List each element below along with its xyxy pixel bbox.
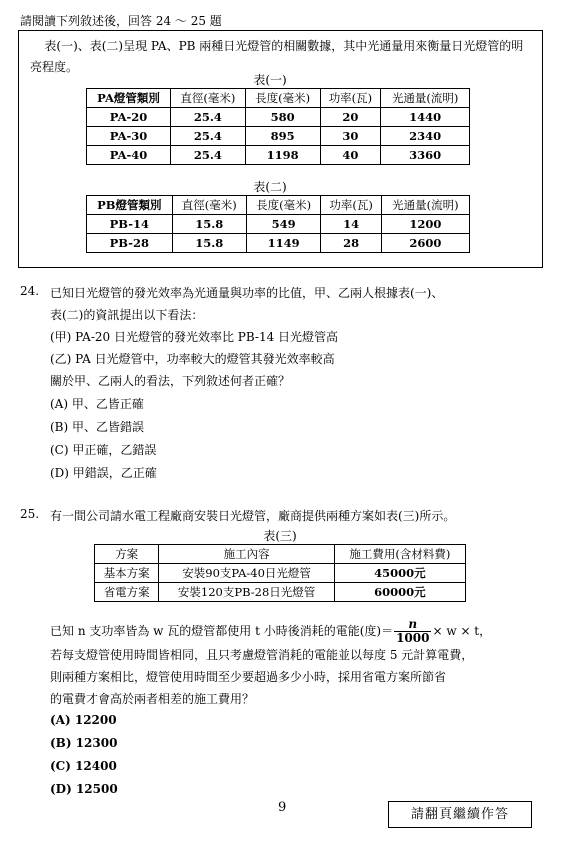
- q25-body-line1: 若每支燈管使用時間皆相同，且只考慮燈管消耗的電能並以每度 5 元計算電費，: [50, 648, 474, 662]
- q25-body-line2: 則兩種方案相比，燈管使用時間至少要超過多少小時，採用省電方案所節省: [50, 670, 447, 684]
- table-cell: 28: [321, 234, 382, 253]
- table-cell: 25.4: [171, 146, 246, 165]
- table2-header: 光通量(流明): [381, 196, 469, 215]
- table-cell: PA-40: [87, 146, 171, 165]
- table2-header-row: [87, 196, 470, 215]
- table-cell: 1200: [381, 215, 469, 234]
- table2: [86, 195, 470, 253]
- q25-formula-lead: 已知 n 支功率皆為 w 瓦的燈管都使用 t 小時後消耗的電能(度)＝: [50, 624, 394, 638]
- table-cell: 25.4: [171, 127, 246, 146]
- table-cell: 安裝120支PB-28日光燈管: [159, 583, 334, 602]
- table-cell: 60000元: [334, 583, 465, 602]
- table-cell: PA-20: [87, 108, 171, 127]
- passage-text: 表(一)、表(二)呈現 PA、PB 兩種日光燈管的相關數據，其中光通量用來衡量日光燈管的明亮程度。: [30, 39, 524, 74]
- table-cell: PB-14: [87, 215, 173, 234]
- q24-option-b[interactable]: (B) 甲、乙皆錯誤: [50, 420, 144, 434]
- table-row: [87, 234, 470, 253]
- table-cell: 2600: [381, 234, 469, 253]
- table-cell: 1440: [381, 108, 470, 127]
- q25-option-a[interactable]: (A) 12200: [50, 713, 117, 727]
- q24-opinion-a: (甲) PA-20 日光燈管的發光效率比 PB-14 日光燈管高: [50, 330, 339, 344]
- table3: [94, 544, 466, 602]
- q25-option-d[interactable]: (D) 12500: [50, 782, 118, 796]
- table-cell: 25.4: [171, 108, 246, 127]
- table1: [86, 88, 470, 165]
- table1-header: 長度(毫米): [245, 89, 320, 108]
- reading-instruction: 請閱讀下列敘述後，回答 24 ～ 25 題: [20, 14, 222, 28]
- table-row: [95, 583, 466, 602]
- table-cell: PA-30: [87, 127, 171, 146]
- q25-formula-line: [50, 618, 491, 645]
- table-row: [87, 215, 470, 234]
- q25-stem: 有一間公司請水電工程廠商安裝日光燈管，廠商提供兩種方案如表(三)所示。: [50, 509, 456, 523]
- q24-option-c[interactable]: (C) 甲正確，乙錯誤: [50, 443, 157, 457]
- table1-caption: 表(一): [253, 73, 287, 87]
- table3-header-row: [95, 545, 466, 564]
- q25-formula-tail: × w × t，: [432, 624, 492, 638]
- table-cell: 20: [320, 108, 381, 127]
- q24-option-d[interactable]: (D) 甲錯誤，乙正確: [50, 466, 157, 480]
- table-cell: 40: [320, 146, 381, 165]
- table-cell: 3360: [381, 146, 470, 165]
- table2-header: 功率(瓦): [321, 196, 382, 215]
- q25-option-b[interactable]: (B) 12300: [50, 736, 118, 750]
- table3-header: 方案: [95, 545, 159, 564]
- table2-header: 直徑(毫米): [172, 196, 246, 215]
- table-row: [87, 127, 470, 146]
- page-number: 9: [278, 800, 287, 815]
- table-cell: 549: [246, 215, 320, 234]
- table-cell: 省電方案: [95, 583, 159, 602]
- table3-header: 施工內容: [159, 545, 334, 564]
- table-cell: 15.8: [172, 215, 246, 234]
- table1-header: 光通量(流明): [381, 89, 470, 108]
- table-cell: 安裝90支PA-40日光燈管: [159, 564, 334, 583]
- table-cell: 2340: [381, 127, 470, 146]
- table1-header: 功率(瓦): [320, 89, 381, 108]
- table1-header: 直徑(毫米): [171, 89, 246, 108]
- table1-header-row: [87, 89, 470, 108]
- fraction-denominator: 1000: [396, 631, 430, 645]
- q24-stem-line1: 已知日光燈管的發光效率為光通量與功率的比值，甲、乙兩人根據表(一)、: [50, 286, 444, 300]
- table-cell: 30: [320, 127, 381, 146]
- table-cell: 45000元: [334, 564, 465, 583]
- table-cell: 基本方案: [95, 564, 159, 583]
- table-cell: PB-28: [87, 234, 173, 253]
- table2-caption: 表(二): [253, 180, 287, 194]
- q24-stem-line2: 表(二)的資訊提出以下看法：: [50, 308, 204, 322]
- table2-header: PB燈管類別: [87, 196, 173, 215]
- table-row: [95, 564, 466, 583]
- table-cell: 15.8: [172, 234, 246, 253]
- q24-option-a[interactable]: (A) 甲、乙皆正確: [50, 397, 144, 411]
- table2-header: 長度(毫米): [246, 196, 320, 215]
- q25-option-c[interactable]: (C) 12400: [50, 759, 117, 773]
- table-row: [87, 146, 470, 165]
- table-cell: 580: [245, 108, 320, 127]
- table-cell: 14: [321, 215, 382, 234]
- table-cell: 895: [245, 127, 320, 146]
- energy-fraction: [394, 618, 431, 645]
- fraction-numerator: n: [394, 618, 431, 632]
- table-row: [87, 108, 470, 127]
- table3-caption: 表(三): [263, 529, 297, 543]
- q24-question: 關於甲、乙兩人的看法，下列敘述何者正確？: [50, 374, 291, 388]
- q25-body-line3: 的電費才會高於兩者相差的施工費用？: [50, 692, 255, 706]
- table-cell: 1149: [246, 234, 320, 253]
- q25-number: 25.: [20, 507, 40, 521]
- table-cell: 1198: [245, 146, 320, 165]
- table3-header: 施工費用(含材料費): [334, 545, 465, 564]
- table1-header: PA燈管類別: [87, 89, 171, 108]
- q24-number: 24.: [20, 284, 40, 298]
- turn-page-notice: 請翻頁繼續作答: [388, 801, 532, 828]
- q24-opinion-b: (乙) PA 日光燈管中，功率較大的燈管其發光效率較高: [50, 352, 335, 366]
